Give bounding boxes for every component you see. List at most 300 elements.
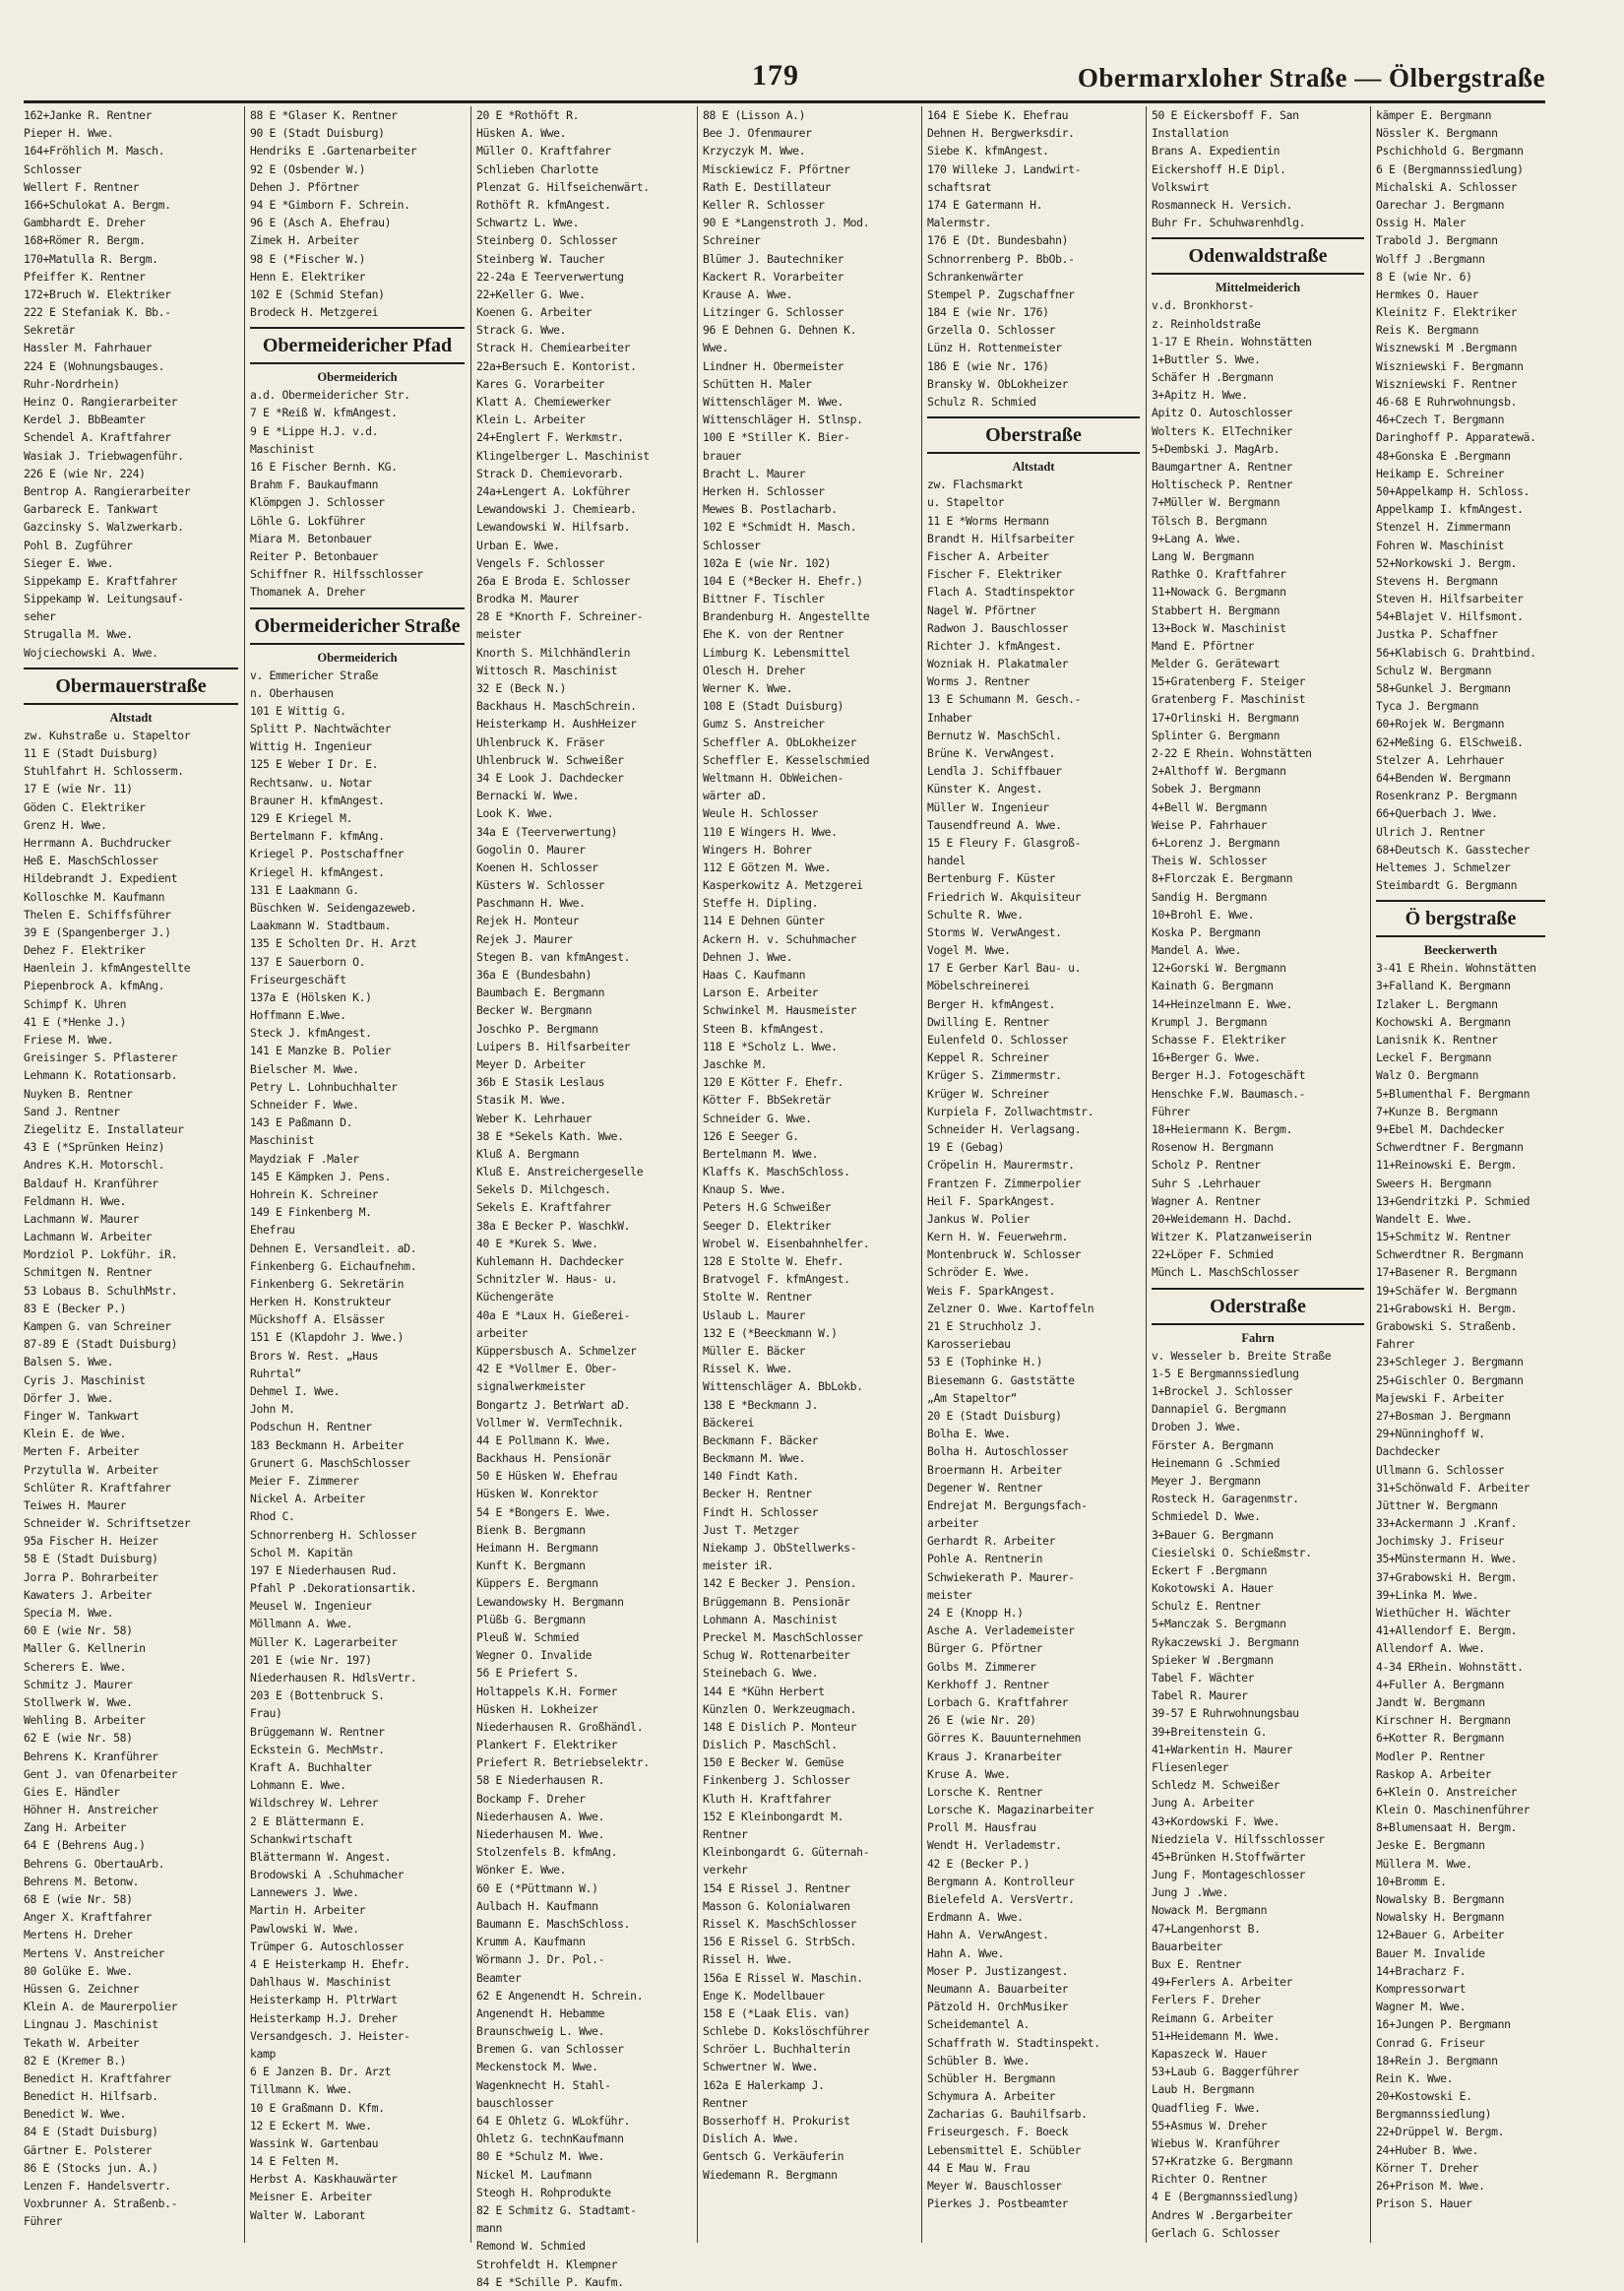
directory-entry: Bergmannssiedlung) [1376, 2107, 1492, 2122]
directory-entry: Podschun H. Rentner [250, 1420, 372, 1434]
directory-entry: Kasperkowitz A. Metzgerei [703, 878, 863, 893]
directory-entry: Ulrich J. Rentner [1376, 824, 1485, 839]
directory-entry: Seeger D. Elektriker [703, 1218, 832, 1233]
directory-entry: Feldmann H. Wwe. [24, 1193, 127, 1208]
directory-entry: Bux E. Rentner [1152, 1957, 1242, 1971]
directory-entry: Koenen H. Schlosser [476, 859, 598, 874]
directory-entry: Schmitz J. Maurer [24, 1677, 133, 1691]
directory-entry: Hildebrandt J. Expedient [24, 871, 178, 886]
column-divider [1370, 106, 1371, 2243]
directory-entry: Heinemann G .Schmied [1152, 1455, 1280, 1470]
directory-entry: Fischer A. Arbeiter [927, 548, 1049, 563]
directory-entry: 44 E Pollmann K. Wwe. [476, 1432, 611, 1447]
directory-entry: 9 E *Lippe H.J. v.d. [250, 423, 379, 438]
directory-entry: Garbareck E. Tankwart [24, 502, 158, 517]
column-7 [1376, 106, 1545, 2272]
directory-entry: Maschinist [250, 1133, 315, 1148]
directory-entry: Limburg K. Lebensmittel [703, 645, 850, 660]
directory-entry: Prison S. Hauer [1376, 2196, 1472, 2211]
directory-entry: Bratvogel F. kfmAngest. [703, 1272, 850, 1287]
directory-entry: Buhr Fr. Schuhwarenhdlg. [1152, 216, 1306, 230]
directory-entry: 41+Warkentin H. Maurer [1152, 1742, 1293, 1756]
directory-entry: 20+Kostowski E. [1376, 2089, 1472, 2104]
district-label: Altstadt [1012, 460, 1055, 475]
directory-entry: Pieper H. Wwe. [24, 126, 114, 141]
directory-entry: Mückshoff A. Elsässer [250, 1312, 385, 1327]
directory-entry: 176 E (Dt. Bundesbahn) [927, 233, 1069, 248]
directory-entry: 143 E Paßmann D. [250, 1115, 353, 1130]
directory-entry: Höhner H. Anstreicher [24, 1803, 158, 1817]
directory-entry: Degener W. Rentner [927, 1480, 1043, 1495]
directory-entry: meister iR. [703, 1559, 774, 1573]
directory-entry: Ehe K. von der Rentner [703, 627, 844, 642]
directory-entry: Steffe H. Dipling. [703, 896, 819, 911]
directory-entry: 5+Dembski J. MagArb. [1152, 441, 1280, 456]
directory-entry: 49+Ferlers A. Arbeiter [1152, 1975, 1293, 1990]
directory-entry: Bienk B. Bergmann [476, 1522, 586, 1537]
directory-entry: 22+Drüppel W. Bergm. [1376, 2125, 1505, 2139]
directory-entry: 58 E (Stadt Duisburg) [24, 1552, 158, 1566]
directory-entry: Jung A. Arbeiter [1152, 1796, 1255, 1811]
directory-entry: Baumbach E. Bergmann [476, 986, 605, 1000]
directory-entry: Mandel A. Wwe. [1152, 943, 1242, 958]
directory-entry: Meisner E. Arbeiter [250, 2190, 372, 2204]
directory-entry: Möbelschreinerei [927, 979, 1031, 993]
directory-entry: Mewes B. Postlacharb. [703, 502, 838, 517]
directory-entry: Gumz S. Anstreicher [703, 717, 825, 732]
directory-entry: Schäfer H .Bergmann [1152, 370, 1274, 385]
directory-entry: Sweers H. Bergmann [1376, 1176, 1492, 1190]
directory-entry: schaftsrat [927, 179, 992, 194]
directory-entry: Klaffs K. MaschSchloss. [703, 1165, 850, 1179]
directory-entry: arbeiter [927, 1516, 979, 1531]
directory-entry: Wendt H. Verlademstr. [927, 1838, 1062, 1853]
directory-entry: Ferlers F. Dreher [1152, 1993, 1261, 2007]
directory-entry: Behrens G. ObertauArb. [24, 1856, 165, 1871]
directory-entry: Braunschweig L. Wwe. [476, 2024, 605, 2039]
directory-entry: Erdmann A. Wwe. [927, 1910, 1024, 1925]
directory-entry: Pfahl P .Dekorationsartik. [250, 1581, 417, 1596]
directory-entry: Schwerdtner F. Bergmann [1376, 1140, 1524, 1155]
directory-entry: 18+Heiermann K. Bergm. [1152, 1121, 1293, 1136]
directory-entry: Wönker E. Wwe. [476, 1863, 567, 1877]
directory-entry: Zimek H. Arbeiter [250, 233, 359, 248]
street-heading: Oderstraße [1152, 1288, 1364, 1325]
directory-entry: 149 E Finkenberg M. [250, 1205, 372, 1220]
directory-entry: Hoffmann E.Wwe. [250, 1008, 346, 1023]
directory-entry: Weber K. Lehrhauer [476, 1111, 593, 1125]
directory-entry: Lorsche K. Rentner [927, 1784, 1043, 1799]
directory-entry: Finkenberg G. Eichaufnehm. [250, 1258, 417, 1273]
directory-columns [24, 106, 1545, 2289]
directory-entry: 4 E Heisterkamp H. Ehefr. [250, 1957, 410, 1971]
directory-entry: Wojciechowski A. Wwe. [24, 645, 158, 660]
page-header [24, 57, 1545, 102]
directory-entry: Heß E. MaschSchlosser [24, 854, 158, 868]
directory-entry: Weule H. Schlosser [703, 806, 819, 821]
directory-entry: 102 E (Schmid Stefan) [250, 286, 385, 301]
directory-entry: Remond W. Schmied [476, 2239, 586, 2254]
directory-entry: Kluß A. Bergmann [476, 1146, 580, 1161]
directory-entry: Lachmann W. Maurer [24, 1211, 140, 1226]
directory-entry: Angenendt H. Hebamme [476, 2005, 605, 2020]
directory-entry: 19 E (Gebag) [927, 1140, 1005, 1155]
directory-entry: 62 E (wie Nr. 58) [24, 1731, 133, 1746]
directory-entry: Schwerdtner R. Bergmann [1376, 1247, 1524, 1262]
directory-entry: Schlosser [24, 161, 82, 176]
directory-entry: 98 E (*Fischer W.) [250, 251, 366, 266]
directory-entry: Gärtner E. Polsterer [24, 2142, 153, 2157]
directory-entry: 84 E (Stadt Duisburg) [24, 2125, 158, 2139]
directory-entry: 170+Matulla R. Bergm. [24, 251, 158, 266]
directory-entry: Piepenbrock A. kfmAng. [24, 979, 165, 993]
directory-entry: Richter O. Rentner [1152, 2172, 1268, 2187]
directory-entry: 3+Apitz H. Wwe. [1152, 388, 1248, 403]
directory-entry: Allendorf A. Wwe. [1376, 1641, 1485, 1656]
directory-entry: Möllmann A. Wwe. [250, 1617, 353, 1631]
column-6 [1152, 106, 1364, 2272]
directory-entry: Schwartz L. Wwe. [476, 216, 580, 230]
directory-entry: 60 E (wie Nr. 58) [24, 1623, 133, 1638]
directory-entry: Wegner O. Invalide [476, 1648, 593, 1663]
directory-entry: Biesemann G. Gaststätte [927, 1372, 1075, 1387]
directory-entry: Lannewers J. Wwe. [250, 1885, 359, 1900]
directory-entry: Haas C. Kaufmann [703, 968, 806, 982]
directory-entry: Brodowski A .Schuhmacher [250, 1868, 405, 1882]
directory-entry: 45+Brünken H.Stoffwärter [1152, 1849, 1306, 1864]
directory-entry: 13+Gendritzki P. Schmied [1376, 1193, 1530, 1208]
directory-entry: Priefert R. Betriebselektr. [476, 1755, 650, 1770]
directory-entry: Finkenberg G. Sekretärin [250, 1276, 405, 1291]
directory-entry: Krumpl J. Bergmann [1152, 1014, 1268, 1029]
page-number: 179 [752, 59, 799, 92]
directory-entry: 40a E *Laux H. Gießerei- [476, 1307, 631, 1322]
directory-entry: 154 E Rissel J. Rentner [703, 1880, 850, 1895]
directory-entry: Müller E. Bäcker [703, 1343, 806, 1358]
column-divider [1146, 106, 1147, 2243]
directory-entry: Siebe K. kfmAngest. [927, 144, 1049, 159]
directory-entry: 39 E (Spangenberger J.) [24, 924, 171, 939]
directory-entry: Plüßb G. Bergmann [476, 1612, 586, 1626]
directory-entry: Maller G. Kellnerin [24, 1641, 146, 1656]
directory-entry: Rosenkranz P. Bergmann [1376, 789, 1518, 803]
directory-entry: Holtappels K.H. Former [476, 1684, 618, 1698]
directory-entry: Kerdel J. BbBeamter [24, 413, 146, 427]
directory-entry: Lohmann E. Wwe. [250, 1778, 346, 1793]
directory-entry: Droben J. Wwe. [1152, 1420, 1242, 1434]
directory-entry: 6 E (Bergmannssiedlung) [1376, 161, 1524, 176]
directory-entry: Backhaus H. MaschSchrein. [476, 699, 637, 714]
directory-entry: 50+Appelkamp H. Schloss. [1376, 483, 1530, 498]
directory-entry: Wiethücher H. Wächter [1376, 1606, 1511, 1620]
directory-entry: Bolha E. Wwe. [927, 1427, 1011, 1441]
directory-entry: Voxbrunner A. Straßenb.- [24, 2196, 178, 2211]
directory-entry: Jung F. Montageschlosser [1152, 1868, 1306, 1882]
directory-entry: Hüsken W. Konrektor [476, 1487, 598, 1501]
directory-entry: 222 E Stefaniak K. Bb.- [24, 305, 171, 320]
directory-entry: meister [927, 1587, 972, 1602]
directory-entry: Brors W. Rest. „Haus [250, 1348, 379, 1363]
directory-entry: Baumann E. MaschSchloss. [476, 1916, 631, 1931]
directory-entry: Schwiekerath P. Maurer- [927, 1569, 1075, 1584]
directory-entry: Schol M. Kapitän [250, 1545, 353, 1559]
directory-entry: Görres K. Bauunternehmen [927, 1731, 1082, 1746]
directory-entry: Keppel R. Schreiner [927, 1050, 1049, 1065]
directory-entry: 12+Gorski W. Bergmann [1152, 961, 1286, 976]
directory-entry: 144 E *Kühn Herbert [703, 1684, 825, 1698]
directory-entry: Rhod C. [250, 1509, 295, 1524]
directory-entry: Ziegelitz E. Installateur [24, 1121, 184, 1136]
directory-entry: 41 E (*Henke J.) [24, 1014, 127, 1029]
directory-entry: zw. Flachsmarkt [927, 477, 1024, 492]
directory-entry: 22-24a E Teerverwertung [476, 269, 624, 284]
directory-entry: 114 E Dehnen Günter [703, 914, 825, 928]
directory-entry: 31+Schönwald F. Arbeiter [1376, 1480, 1530, 1495]
directory-entry: 34a E (Teerverwertung) [476, 824, 618, 839]
directory-entry: 95a Fischer H. Heizer [24, 1534, 158, 1549]
column-divider [697, 106, 698, 2243]
directory-entry: 2 E Blättermann E. [250, 1814, 366, 1828]
directory-entry: 43 E (*Sprünken Heinz) [24, 1140, 165, 1155]
directory-entry: Laub H. Bergmann [1152, 2082, 1255, 2097]
directory-entry: 54 E *Bongers E. Wwe. [476, 1504, 611, 1519]
directory-entry: Müller K. Lagerarbeiter [250, 1634, 398, 1649]
directory-entry: Klein O. Maschinenführer [1376, 1803, 1530, 1817]
directory-entry: Strohfeldt H. Klempner [476, 2257, 618, 2271]
directory-entry: Niederhausen M. Wwe. [476, 1827, 605, 1841]
directory-entry: 142 E Becker J. Pension. [703, 1576, 857, 1591]
directory-entry: Laakmann W. Stadtbaum. [250, 919, 392, 933]
directory-entry: 15 E Fleury F. Glasgroß- [927, 835, 1082, 850]
directory-entry: Inhaber [927, 710, 972, 725]
directory-entry: Meier F. Zimmerer [250, 1473, 359, 1488]
directory-entry: 26a E Broda E. Schlosser [476, 573, 631, 588]
directory-entry: Friese M. Wwe. [24, 1033, 114, 1047]
directory-entry: Schwinkel M. Hausmeister [703, 1003, 857, 1018]
district-label: Obermeiderich [317, 370, 398, 385]
directory-entry: 24+Huber B. Wwe. [1376, 2142, 1479, 2157]
directory-entry: Lorbach G. Kraftfahrer [927, 1694, 1069, 1709]
directory-entry: Müller O. Kraftfahrer [476, 144, 611, 159]
directory-entry: Berger H.J. Fotogeschäft [1152, 1068, 1306, 1083]
directory-entry: v.d. Bronkhorst- [1152, 298, 1255, 313]
directory-entry: Proll M. Hausfrau [927, 1820, 1036, 1835]
directory-entry: Strack H. Chemiearbeiter [476, 341, 631, 355]
directory-entry: 4+Bell W. Bergmann [1152, 799, 1268, 814]
directory-entry: 17+Orlinski H. Bergmann [1152, 710, 1299, 725]
directory-entry: Müllera M. Wwe. [1376, 1856, 1472, 1871]
directory-entry: Ullmann G. Schlosser [1376, 1462, 1505, 1477]
directory-entry: Zacharias G. Bauhilfsarb. [927, 2107, 1088, 2122]
directory-entry: Herken H. Schlosser [703, 483, 825, 498]
directory-entry: 172+Bruch W. Elektriker [24, 286, 171, 301]
directory-entry: Michalski A. Schlosser [1376, 179, 1518, 194]
directory-entry: 64 E (Behrens Aug.) [24, 1838, 146, 1853]
directory-entry: Rein K. Wwe. [1376, 2070, 1454, 2085]
directory-entry: Eckert F .Bergmann [1152, 1562, 1268, 1577]
directory-entry: 28 E *Knorth F. Schreiner- [476, 609, 644, 624]
directory-entry: 58+Gunkel J. Bergmann [1376, 681, 1511, 695]
directory-entry: 21 E Struchholz J. [927, 1319, 1043, 1333]
directory-entry: Schröer L. Buchhalterin [703, 2042, 850, 2057]
directory-entry: 10 E Graßmann D. Kfm. [250, 2100, 385, 2115]
directory-entry: Bauer M. Invalide [1376, 1945, 1485, 1960]
directory-entry: Führer [1152, 1104, 1191, 1118]
directory-entry: Eckstein G. MechMstr. [250, 1742, 385, 1756]
directory-entry: Scheffler E. Kesselschmied [703, 752, 870, 767]
directory-entry: Hahn A. VerwAngest. [927, 1928, 1049, 1942]
directory-entry: Tölsch B. Bergmann [1152, 513, 1268, 528]
directory-entry: 56+Klabisch G. Drahtbind. [1376, 645, 1536, 660]
directory-entry: Tyca J. Bergmann [1376, 699, 1479, 714]
directory-entry: Walz O. Bergmann [1376, 1068, 1479, 1083]
directory-entry: Wisznewski M .Bergmann [1376, 341, 1518, 355]
directory-entry: Stenzel H. Zimmermann [1376, 520, 1511, 535]
directory-entry: Tausendfreund A. Wwe. [927, 817, 1062, 832]
directory-entry: Klein E. de Wwe. [24, 1427, 127, 1441]
directory-entry: Gentsch G. Verkäuferin [703, 2149, 844, 2164]
directory-entry: Joschko P. Bergmann [476, 1021, 598, 1036]
directory-entry: 26+Prison M. Wwe. [1376, 2179, 1485, 2193]
directory-entry: Stegen B. van kfmAngest. [476, 949, 631, 964]
directory-entry: Kleinitz F. Elektriker [1376, 305, 1518, 320]
directory-entry: Miara M. Betonbauer [250, 531, 372, 545]
directory-entry: 90 E (Stadt Duisburg) [250, 126, 385, 141]
directory-entry: Heltemes J. Schmelzer [1376, 859, 1511, 874]
directory-entry: Mertens V. Anstreicher [24, 1945, 165, 1960]
directory-entry: Kares G. Vorarbeiter [476, 376, 605, 391]
directory-entry: Heimann H. Bergmann [476, 1541, 598, 1555]
directory-entry: 29+Nünninghoff W. [1376, 1427, 1485, 1441]
directory-entry: Dörfer J. Wwe. [24, 1390, 114, 1405]
directory-entry: Wellert F. Rentner [24, 179, 140, 194]
column-divider [470, 106, 471, 2243]
directory-entry: Karosseriebau [927, 1337, 1011, 1352]
directory-entry: 46-68 E Ruhrwohnungsb. [1376, 395, 1518, 409]
directory-entry: Lingnau J. Maschinist [24, 2017, 158, 2032]
directory-entry: 34 E Look J. Dachdecker [476, 770, 624, 785]
directory-entry: Beckmann F. Bäcker [703, 1432, 819, 1447]
directory-entry: 164+Fröhlich M. Masch. [24, 144, 165, 159]
directory-entry: Klömpgen J. Schlosser [250, 495, 385, 510]
directory-entry: Schnitzler W. Haus- u. [476, 1272, 618, 1287]
column-divider [921, 106, 922, 2243]
directory-entry: Apitz O. Autoschlosser [1152, 406, 1293, 420]
directory-entry: Reiter P. Betonbauer [250, 548, 379, 563]
directory-entry: 13+Bock W. Maschinist [1152, 620, 1286, 635]
directory-entry: Steimbardt G. Bergmann [1376, 878, 1518, 893]
directory-entry: Finkenberg J. Schlosser [703, 1773, 850, 1788]
directory-entry: Maydziak F .Maler [250, 1151, 359, 1166]
directory-entry: Tillmann K. Wwe. [250, 2082, 353, 2097]
directory-entry: Stuhlfahrt H. Schlosserm. [24, 764, 184, 779]
directory-entry: 14+Heinzelmann E. Wwe. [1152, 996, 1293, 1011]
directory-entry: 55+Asmus W. Dreher [1152, 2118, 1268, 2132]
directory-entry: Kolloschke M. Kaufmann [24, 889, 165, 904]
directory-entry: Dehen J. Pförtner [250, 179, 359, 194]
directory-entry: 15+Gratenberg F. Steiger [1152, 674, 1306, 689]
directory-entry: Greisinger S. Pflasterer [24, 1050, 178, 1065]
directory-entry: Enge K. Modellbauer [703, 1988, 825, 2003]
directory-entry: Henschke F.W. Baumasch.- [1152, 1086, 1306, 1101]
directory-entry: 24a+Lengert A. Lokführer [476, 483, 631, 498]
directory-entry: 14 E Felten M. [250, 2154, 341, 2169]
directory-entry: Sippekamp W. Leitungsauf- [24, 592, 184, 606]
directory-entry: Findt H. Schlosser [703, 1504, 819, 1519]
directory-entry: Schröder E. Wwe. [927, 1265, 1031, 1280]
directory-entry: Bertenburg F. Küster [927, 871, 1056, 886]
directory-entry: Melder G. Gerätewart [1152, 657, 1280, 671]
directory-entry: Steinberg W. Taucher [476, 251, 605, 266]
directory-entry: Schug W. Rottenarbeiter [703, 1648, 850, 1663]
directory-entry: Lehmann K. Rotationsarb. [24, 1068, 178, 1083]
directory-entry: Scheidemantel A. [927, 2017, 1031, 2032]
directory-entry: 84 E *Schille P. Kaufm. [476, 2274, 624, 2289]
directory-entry: Kraus J. Kranarbeiter [927, 1749, 1062, 1763]
directory-entry: Benedict W. Wwe. [24, 2107, 127, 2122]
directory-entry: 203 E (Bottenbruck S. [250, 1688, 385, 1703]
directory-entry: Dwilling E. Rentner [927, 1014, 1049, 1029]
directory-entry: Knorth S. Milchhändlerin [476, 645, 631, 660]
directory-entry: 80 Golüke E. Wwe. [24, 1963, 133, 1978]
directory-entry: Eickershoff H.E Dipl. [1152, 161, 1286, 176]
directory-entry: 137 E Sauerborn O. [250, 954, 366, 969]
directory-entry: Cyris J. Maschinist [24, 1372, 146, 1387]
directory-entry: Brüggemann W. Rentner [250, 1724, 385, 1739]
directory-entry: Behrens K. Kranführer [24, 1749, 158, 1763]
directory-entry: Körner T. Dreher [1376, 2160, 1479, 2175]
directory-entry: seher [24, 609, 56, 624]
district-label: Obermeiderich [317, 650, 398, 665]
directory-entry: Koenen G. Arbeiter [476, 305, 593, 320]
directory-entry: Schulz W. Bergmann [1376, 663, 1492, 677]
directory-entry: Jorra P. Bohrarbeiter [24, 1569, 158, 1584]
directory-entry: Stolte W. Rentner [703, 1290, 812, 1305]
directory-entry: Lewandowski W. Hilfsarb. [476, 520, 631, 535]
directory-entry: 62 E Angenendt H. Schrein. [476, 1988, 644, 2003]
directory-entry: Stasik M. Wwe. [476, 1093, 567, 1108]
directory-entry: Bittner F. Tischler [703, 592, 825, 606]
directory-entry: Sekretär [24, 323, 76, 338]
directory-entry: Krzyczyk M. Wwe. [703, 144, 806, 159]
directory-entry: Justka P. Schaffner [1376, 627, 1498, 642]
directory-entry: Wiszniewski F. Bergmann [1376, 358, 1524, 373]
directory-entry: Becker W. Bergmann [476, 1003, 593, 1018]
directory-entry: 156a E Rissel W. Maschin. [703, 1970, 863, 1985]
directory-entry: Weis F. SparkAngest. [927, 1283, 1056, 1298]
directory-entry: Beamter [476, 1970, 522, 1985]
directory-entry: Küsters W. Schlosser [476, 878, 605, 893]
directory-entry: Kleinbongardt G. Güternah- [703, 1845, 870, 1860]
directory-entry: Modler P. Rentner [1376, 1749, 1485, 1763]
directory-entry: Bracht L. Maurer [703, 466, 806, 480]
directory-entry: 10+Brohl E. Wwe. [1152, 907, 1255, 922]
directory-entry: Trümper G. Autoschlosser [250, 1939, 405, 1953]
directory-entry: Niekamp J. ObStellwerks- [703, 1541, 857, 1555]
directory-entry: 12+Bauer G. Arbeiter [1376, 1928, 1505, 1942]
district-label: Fahrn [1241, 1330, 1275, 1345]
directory-entry: Steinberg O. Schlosser [476, 233, 618, 248]
directory-entry: Gratenberg F. Maschinist [1152, 692, 1306, 707]
directory-entry: Holtischeck P. Rentner [1152, 477, 1293, 492]
directory-entry: Lorsche K. Magazinarbeiter [927, 1803, 1094, 1817]
directory-entry: Gambhardt E. Dreher [24, 216, 146, 230]
directory-entry: Herken H. Konstrukteur [250, 1295, 392, 1309]
directory-entry: Quadflieg F. Wwe. [1152, 2100, 1261, 2115]
directory-entry: Paschmann H. Wwe. [476, 896, 586, 911]
directory-entry: Stempel P. Zugschaffner [927, 286, 1075, 301]
directory-entry: 32 E (Beck N.) [476, 681, 567, 695]
